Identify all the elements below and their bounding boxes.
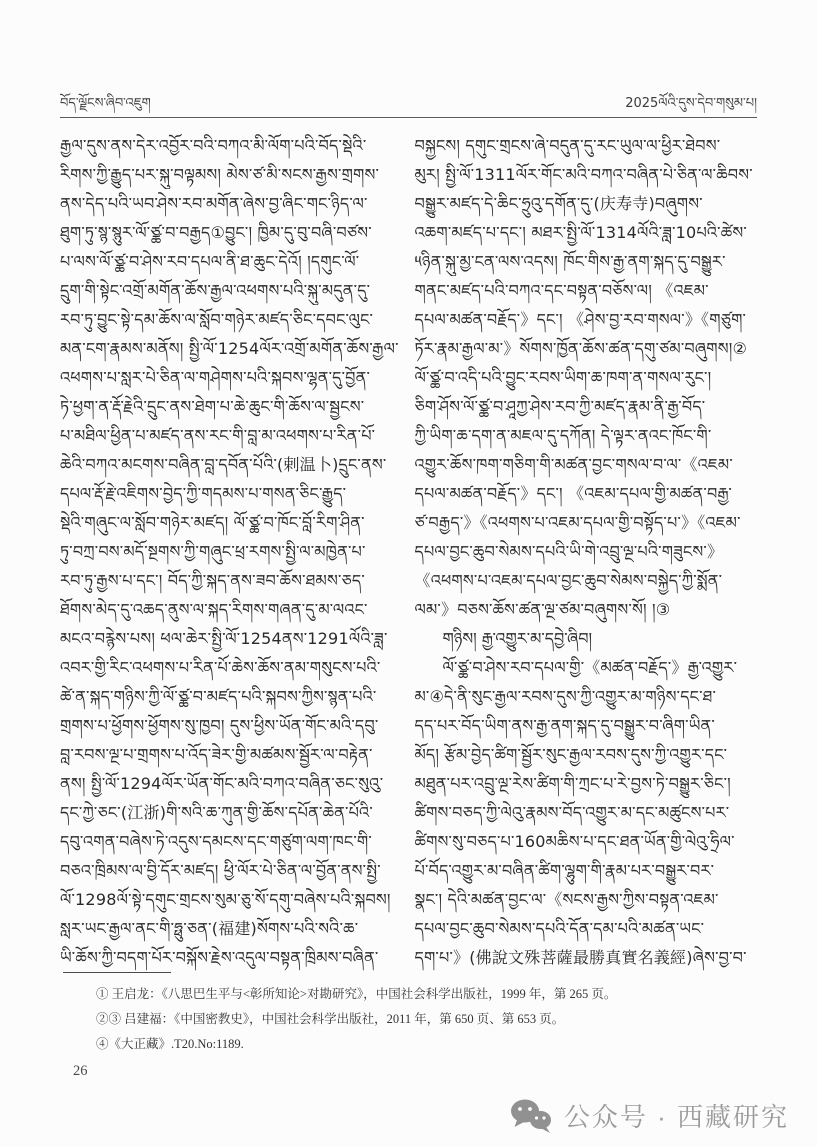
tibetan-text-line: མན་ངག་རྣམས་མནོས། སྤྱི་ལོ་1254ལོར་འགྲོ་མགོན་ཆོས་རྒྱལ་ — [60, 339, 399, 358]
tibetan-text-line: གནང་མཛད་པའི་བཀའ་དང་བསྟན་བཅོས་ལ། 《འཇམ་ — [414, 281, 709, 300]
tibetan-text-line: དཔལ་རྡོ་རྗེ་འཇིགས་བྱེད་ཀྱི་གདམས་པ་གསན་ཅིང་རྒྱུད་ — [60, 484, 347, 503]
tibetan-text-line: པོ་བོད་འགྱུར་མ་བཞིན་ཚིག་ལྷུག་གི་རྣམ་པར་བསྒྱུར་བར་ — [414, 861, 715, 880]
tibetan-text-line: བླ་རབས་ལྔ་པ་གྲགས་པ་འོད་ཟེར་གྱི་མཚམས་སྦྱོར་ལ་བརྟེན་ — [60, 745, 373, 764]
tibetan-text-line: དང་ཀྱེ་ཅང་(江浙)གི་སའི་ཆ་ཀུན་གྱི་ཆོས་དཔོན་ཆེན་པོའི་ — [60, 803, 373, 822]
tibetan-text-line: རྒྱལ་དུས་ནས་དེར་འབྱོར་བའི་བཀའ་མི་ལོག་པའི་བོད་སྡེའི་ — [60, 136, 367, 155]
tibetan-text-line: འཕགས་པ་སླར་པེ་ཅིན་ལ་གཤེགས་པའི་སྐབས་ལྷན་དུ་བྱོན་ — [60, 368, 371, 387]
tibetan-text-line: ལམ་》བཅས་ཆོས་ཚན་ལྔ་ཙམ་བཞུགས་སོ། །③ — [414, 600, 671, 619]
tibetan-text-line: ལོ་ཙྪ་བ་འདི་པའི་བྱུང་རབས་ཡིག་ཆ་ཁག་ན་གསལ་རུང་། — [414, 368, 712, 387]
footnotes — [60, 972, 757, 1057]
tibetan-text-line: འབར་གྱི་རིང་འཕགས་པ་རིན་པོ་ཆེས་ཆོས་ནམ་གསུངས་པའི་ — [60, 658, 381, 677]
tibetan-text-line: སླར་ཡང་རྒྱལ་ནང་གི་ཧྥུ་ཅན་(福建)སོགས་པའི་སའི་ཆ་ — [60, 919, 359, 938]
tibetan-text-line: མ་④དེ་ནི་སུང་རྒྱལ་རབས་དུས་ཀྱི་འགྱུར་མ་གཉིས་དང་ཐ་ — [414, 687, 717, 706]
text-columns — [60, 131, 757, 972]
tibetan-text-line: བསྐྱངས། དགུང་གྲངས་ཞེ་བདུན་དུ་རང་ཡུལ་ལ་ཕྱིར་ཐེབས་ — [414, 136, 721, 155]
tibetan-text-line: མངའ་བརྙེས་པས། ཕལ་ཆེར་སྤྱི་ལོ་1254ནས་1291ལོའི་ཟླ་ — [60, 629, 388, 648]
tibetan-text-line: མཐུན་པར་འབྲུ་ལྔ་རེས་ཚིག་གི་ཀྲང་པ་རེ་བྱས་ཏེ་བསྒྱུར་ཅིང་། — [414, 774, 731, 793]
tibetan-text-line: ཐུག་ཏུ་སྙ་སྙུར་ལོ་ཙྪ་བ་བརྒྱད①བྱུང་། ཁྱིམ་དུ་བུ་བཞི་བཙས་ — [60, 223, 372, 242]
tibetan-text-line: འགྱུར་ཆོས་ཁག་གཅིག་གི་མཚན་བྱང་གསལ་བ་ལ་《འཇམ་ — [414, 455, 733, 474]
tibetan-text-line: དྲུག་གི་སྟེང་འགྲོ་མགོན་ཆོས་རྒྱལ་འཕགས་པའི་སྐུ་མདུན་དུ་ — [60, 281, 371, 300]
wechat-watermark — [509, 1097, 789, 1134]
tibetan-text-line: པ་མཐིལ་ཕྱིན་པ་མཛད་ནས་རང་གི་བླ་མ་འཕགས་པ་རིན་པོ་ — [60, 426, 376, 445]
tibetan-text-line: དབུ་འགན་བཞེས་ཏེ་འདུས་དམངས་དང་གཙུག་ལག་ཁང་གི་ — [60, 832, 372, 851]
footnote-divider — [63, 972, 171, 973]
tibetan-text-line: དཔལ་བྱང་ཆུབ་སེམས་དཔའི་དོན་དམ་པའི་མཚན་ཡང་ — [414, 919, 705, 938]
tibetan-text-line: དད་པར་བོད་ཡིག་ནས་རྒྱ་ནག་སྐད་དུ་བསྒྱུར་བ་ཞིག་ཡིན་ — [414, 716, 715, 735]
right-column-part1 — [415, 131, 758, 624]
tibetan-text-line: འཆག་མཛད་པ་དང་། མཐར་སྤྱི་ལོ་1314ལོའི་ཟླ་10པའི་ཚེས་ — [414, 223, 747, 242]
tibetan-text-line: ཀྱི་ཡིག་ཆ་དག་ན་མཇལ་དུ་དཀོན། དེ་ལྟར་ནའང་ཁོང་གི་ — [414, 426, 712, 445]
tibetan-text-line: ཚིགས་སུ་བཅད་པ་160མཆིས་པ་དང་ཐན་ཡོན་གྱི་ལེའུ་ཧྲིལ་ — [414, 832, 735, 851]
header-divider — [60, 117, 757, 118]
tibetan-text-line: ཏེ་ཕྱག་ན་རྡོ་རྗེའི་དྲུང་ནས་ཐེག་པ་ཆེ་ཆུང་གི་ཆོས་ལ་སྦྱངས་ — [60, 397, 365, 416]
tibetan-text-line: རབ་ཏུ་བྱུང་སྟེ་དམ་ཆོས་ལ་སློབ་གཉེར་མཛད་ཅིང་དབང་ལུང་ — [60, 310, 374, 329]
tibetan-text-line: 《འཕགས་པ་འཇམ་དཔལ་བྱང་ཆུབ་སེམས་བསྐྱེད་ཀྱི་སྨོན་ — [414, 571, 723, 590]
tibetan-text-line: མུར། སྤྱི་ལོ་1311ལོར་གོང་མའི་བཀའ་བཞིན་པེ་ཅིན་ལ་ཆིབས་ — [414, 165, 753, 184]
tibetan-text-line: ནས། སྤྱི་ལོ་1294ལོར་ཡོན་གོང་མའི་བཀའ་བཞིན་ཅང་སུའུ་ — [60, 774, 384, 793]
tibetan-text-line: སྣང་། དེའི་མཚན་བྱང་ལ་《སངས་རྒྱས་ཀྱིས་བསྟན་འཇམ་ — [414, 890, 719, 909]
section-heading: གཉིས། རྒྱ་འགྱུར་མ་དབྱེ་ཞིབ། — [442, 629, 593, 648]
tibetan-text-line: དཔལ་བྱང་ཆུབ་སེམས་དཔའི་ཡི་གེ་འབྲུ་ལྔ་པའི་གཟུངས་》 — [414, 542, 724, 561]
tibetan-text-line: དཔལ་མཚན་བརྗོད་》དང་། 《ཤེས་བྱ་རབ་གསལ་》《གཙུག་ — [414, 310, 747, 329]
tibetan-text-line: རིགས་ཀྱི་རྒྱུད་པར་སྐུ་བལྟམས། མེས་ཙ་མི་སངས་རྒྱས་གྲགས་ — [60, 165, 380, 184]
left-column — [60, 131, 403, 972]
page-header — [60, 88, 757, 125]
issue-label: 2025ལོའི་དུས་དེབ་གསུམ་པ། — [625, 96, 757, 111]
tibetan-text-line: དཔལ་མཚན་བརྗོད་》དང་། 《འཇམ་དཔལ་གྱི་མཚན་བརྒྱ་ — [414, 484, 732, 503]
tibetan-text-line: ཆེའི་བཀའ་མངགས་བཞིན་བླ་དབོན་པོའི་(剌温卜)དྲུང་ནས་ — [60, 455, 387, 474]
right-column — [415, 131, 758, 972]
tibetan-text-line: ལོ་1298ལོ་སྟེ་དགུང་གྲངས་སུམ་ཅུ་སོ་དགུ་བཞེས་པའི་སྐབས། — [60, 890, 391, 909]
tibetan-text-line: ༥ཉིན་སྐུ་མྱ་ངན་ལས་འདས། ཁོང་གིས་རྒྱ་ནག་སྐད་དུ་བསྒྱུར་ — [414, 252, 726, 271]
tibetan-text-line: སྡེའི་གཞུང་ལ་སློབ་གཉེར་མཛད། ལོ་ཙྪ་བ་ཁོང་བློ་རིག་ཤིན་ — [60, 513, 365, 532]
tibetan-text-line: ཅིག་ཤོས་ལོ་ཙྪ་བ་ཤཱཀྱ་ཤེས་རབ་ཀྱི་མཛད་རྣམ་ནི་རྒྱ་བོད་ — [414, 397, 706, 416]
right-column-part2 — [415, 653, 758, 972]
tibetan-text-line: ཏོར་རྣམ་རྒྱལ་མ་》སོགས་ཁྱོན་ཆོས་ཚན་དགུ་ཙམ་བཞུགས།② — [414, 339, 747, 358]
journal-title: བོད་ལྗོངས་ཞིབ་འཇུག — [60, 96, 151, 111]
tibetan-text-line: ཡི་ཆོས་ཀྱི་བདག་པོར་བསྐོས་རྗེས་འདུལ་བསྟན་ཁྲིམས་བཞིན་ — [60, 948, 379, 967]
footnote-line: ④《大正藏》.T20.No:1189. — [96, 1037, 244, 1051]
tibetan-text-line: ཚིགས་བཅད་ཀྱི་ལེའུ་རྣམས་བོད་འགྱུར་མ་དང་མཚུངས་པར་ — [414, 803, 730, 822]
tibetan-text-line: བཅའ་ཁྲིམས་ལ་བྱི་དོར་མཛད། ཕྱི་ལོར་པེ་ཅིན་ལ་བྱོན་ནས་སྤྱི་ — [60, 861, 381, 880]
page-number: 26 — [73, 1063, 88, 1079]
footnote-list — [60, 982, 757, 1057]
wechat-icon — [509, 1098, 553, 1134]
footnote-line: ②③ 吕建福：《中国密教史》，中国社会科学出版社，2011 年，第 650 页、第 653 页。 — [96, 1012, 565, 1026]
footnote-line: ① 王启龙：《八思巴生平与<彰所知论>对勘研究》，中国社会科学出版社，1999 年，第 265 页。 — [96, 987, 617, 1001]
watermark-label: 公众号 · 西藏研究 — [563, 1102, 789, 1132]
tibetan-text-line: གྲགས་པ་ཕྱོགས་ཕྱོགས་སུ་ཁྱབ། དུས་ཕྱིས་ཡོན་གོང་མའི་དབུ་ — [60, 716, 379, 735]
tibetan-text-line: ཏུ་བཀྲ་བས་མདོ་སྔགས་ཀྱི་གཞུང་ཕྲ་རགས་སྤྱི་ལ་མཁྱེན་པ་ — [60, 542, 366, 561]
tibetan-text-line: རབ་ཏུ་རྒྱས་པ་དང་། བོད་ཀྱི་སྐད་ནས་ཟབ་ཆོས་ཐམས་ཅད་ — [60, 571, 365, 590]
tibetan-text-line: ཐོགས་མེད་དུ་འཆད་ནུས་ལ་སྐད་རིགས་གཞན་དུ་མ་ལའང་ — [60, 600, 368, 619]
tibetan-text-line: མོད། རྩོམ་བྱེད་ཚིག་སྦྱོར་སུང་རྒྱལ་རབས་དུས་ཀྱི་འགྱུར་དང་ — [414, 745, 728, 764]
tibetan-text-line: བསྒྱུར་མཛད་དེ་ཆིང་ཧྲུའུ་དགོན་དུ་(庆寿寺)བཞུགས་ — [414, 194, 703, 213]
tibetan-text-line: ཚེ་ན་སྐད་གཉིས་ཀྱི་ལོ་ཙྪ་བ་མཛད་པའི་སྐབས་ཀྱིས་སྙན་པའི་ — [60, 687, 377, 706]
tibetan-text-line: ནས་དེད་པའི་ཡབ་ཤེས་རབ་མགོན་ཞེས་བྱ་ཞིང་གང་ཉིད་ལ་ — [60, 194, 368, 213]
tibetan-text-line: དག་པ་》(佛說文殊菩薩最勝真實名義經)ཞེས་བྱ་བ་ — [414, 948, 747, 967]
tibetan-text-line: པ་ལས་ལོ་ཙྪ་བ་ཤེས་རབ་དཔལ་ནི་ཐ་ཆུང་དེའོ། །དགུང་ལོ་ — [60, 252, 360, 271]
tibetan-text-line: ལོ་ཙྪ་བ་ཤེས་རབ་དཔལ་གྱི་《མཚན་བརྗོད་》རྒྱ་འགྱུར་ — [442, 658, 738, 677]
tibetan-text-line: ཙ་བརྒྱད་》《འཕགས་པ་འཇམ་དཔལ་གྱི་བསྟོད་པ་》《འཇམ་ — [414, 513, 741, 532]
